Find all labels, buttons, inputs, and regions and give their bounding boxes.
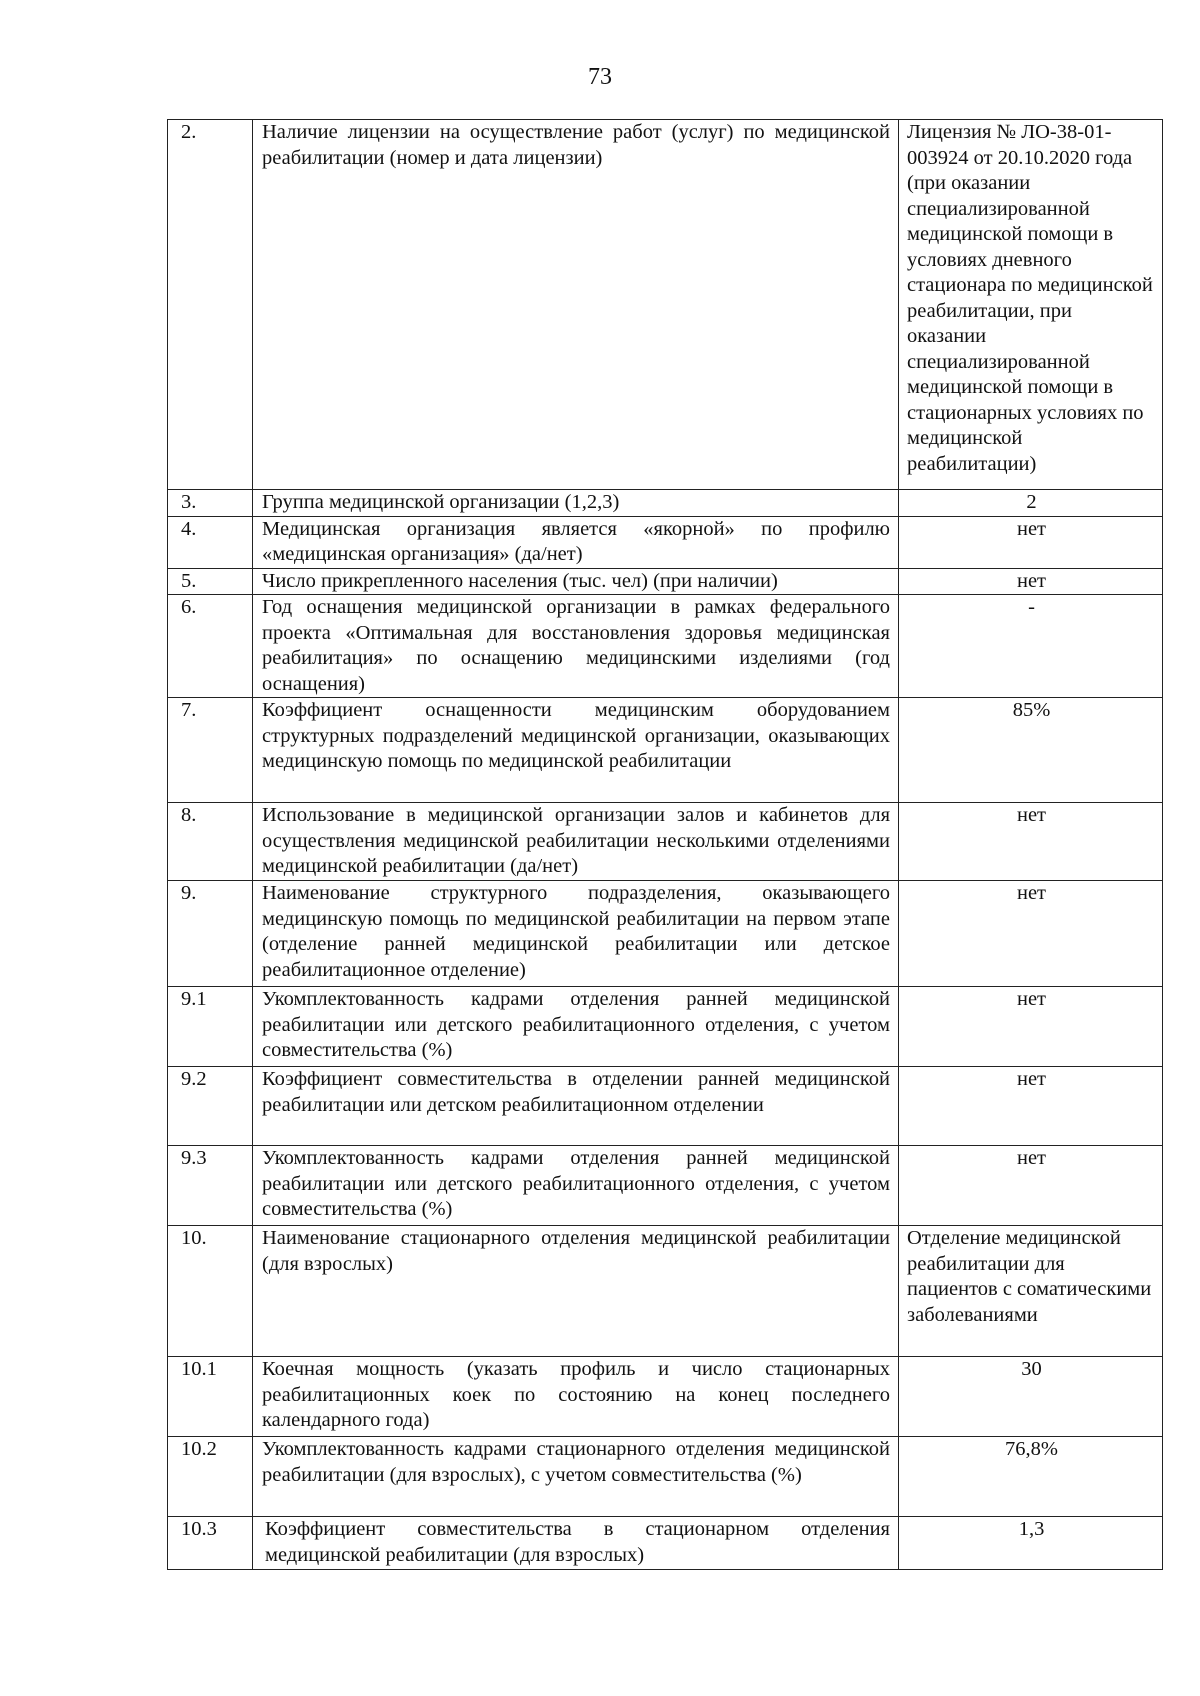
- row-number: 9.2: [168, 1067, 253, 1146]
- row-number: 9.1: [168, 987, 253, 1067]
- row-value: нет: [899, 881, 1163, 987]
- row-description: Использование в медицинской организации залов и кабинетов для осуществления медицинской реабилитации несколькими отделениями медицинской реабилитации (да/нет): [253, 803, 899, 881]
- row-description: Число прикрепленного населения (тыс. чел) (при наличии): [253, 568, 899, 595]
- row-description: Коэффициент оснащенности медицинским оборудованием структурных подразделений медицинской организации, оказывающих медицинскую помощь по медицинской реабилитации: [253, 698, 899, 803]
- row-value: Лицензия № ЛО-38-01-003924 от 20.10.2020 года (при оказании специализированной медицинской помощи в условиях дневного стационара по медицинской реабилитации, при оказании специализированной медицинской помощи в стационарных условиях по медицинской реабилитации): [899, 120, 1163, 490]
- table-row: [168, 881, 1163, 987]
- row-number: 7.: [168, 698, 253, 803]
- row-description: Группа медицинской организации (1,2,3): [253, 490, 899, 517]
- row-description: Наименование структурного подразделения, оказывающего медицинскую помощь по медицинской реабилитации на первом этапе (отделение ранней медицинской реабилитации или детское реабилитационное отделение): [253, 881, 899, 987]
- table-row: [168, 698, 1163, 803]
- row-value: -: [899, 595, 1163, 698]
- row-value: 76,8%: [899, 1437, 1163, 1517]
- row-number: 10.2: [168, 1437, 253, 1517]
- row-number: 5.: [168, 568, 253, 595]
- row-number: 9.3: [168, 1146, 253, 1226]
- table-row: [168, 568, 1163, 595]
- report-table: [167, 119, 1163, 1570]
- table-row: [168, 1226, 1163, 1357]
- row-value: 85%: [899, 698, 1163, 803]
- row-value: нет: [899, 1067, 1163, 1146]
- row-number: 8.: [168, 803, 253, 881]
- row-number: 10.1: [168, 1357, 253, 1437]
- row-number: 9.: [168, 881, 253, 987]
- table-row: [168, 1437, 1163, 1517]
- row-value: нет: [899, 516, 1163, 568]
- table-row: [168, 803, 1163, 881]
- row-description: Медицинская организация является «якорной» по профилю «медицинская организация» (да/нет): [253, 516, 899, 568]
- table-row: [168, 595, 1163, 698]
- row-description: Укомплектованность кадрами отделения ранней медицинской реабилитации или детского реабилитационного отделения, с учетом совместительства (%): [253, 987, 899, 1067]
- row-description: Укомплектованность кадрами отделения ранней медицинской реабилитации или детского реабилитационного отделения, с учетом совместительства (%): [253, 1146, 899, 1226]
- row-number: 4.: [168, 516, 253, 568]
- page-number: 73: [588, 64, 612, 90]
- row-value: нет: [899, 803, 1163, 881]
- row-description: Наличие лицензии на осуществление работ (услуг) по медицинской реабилитации (номер и дата лицензии): [253, 120, 899, 490]
- row-number: 10.3: [168, 1517, 253, 1570]
- table-row: [168, 490, 1163, 517]
- row-value: 30: [899, 1357, 1163, 1437]
- row-number: 10.: [168, 1226, 253, 1357]
- table-row: [168, 516, 1163, 568]
- row-value: 1,3: [899, 1517, 1163, 1570]
- row-description: Коэффициент совместительства в стационарном отделения медицинской реабилитации (для взрослых): [253, 1517, 899, 1570]
- table-row: [168, 1517, 1163, 1570]
- row-description: Укомплектованность кадрами стационарного отделения медицинской реабилитации (для взрослых), с учетом совместительства (%): [253, 1437, 899, 1517]
- table-row: [168, 1146, 1163, 1226]
- row-number: 6.: [168, 595, 253, 698]
- row-value: 2: [899, 490, 1163, 517]
- table-row: [168, 987, 1163, 1067]
- row-description: Год оснащения медицинской организации в рамках федерального проекта «Оптимальная для восстановления здоровья медицинская реабилитация» по оснащению медицинскими изделиями (год оснащения): [253, 595, 899, 698]
- table-row: [168, 1067, 1163, 1146]
- row-description: Коечная мощность (указать профиль и число стационарных реабилитационных коек по состоянию на конец последнего календарного года): [253, 1357, 899, 1437]
- table-row: [168, 120, 1163, 490]
- row-value: нет: [899, 568, 1163, 595]
- row-number: 3.: [168, 490, 253, 517]
- row-value: нет: [899, 987, 1163, 1067]
- row-description: Наименование стационарного отделения медицинской реабилитации (для взрослых): [253, 1226, 899, 1357]
- row-value: Отделение медицинской реабилитации для пациентов с соматическими заболеваниями: [899, 1226, 1163, 1357]
- row-number: 2.: [168, 120, 253, 490]
- row-description: Коэффициент совместительства в отделении ранней медицинской реабилитации или детском реабилитационном отделении: [253, 1067, 899, 1146]
- row-value: нет: [899, 1146, 1163, 1226]
- table-row: [168, 1357, 1163, 1437]
